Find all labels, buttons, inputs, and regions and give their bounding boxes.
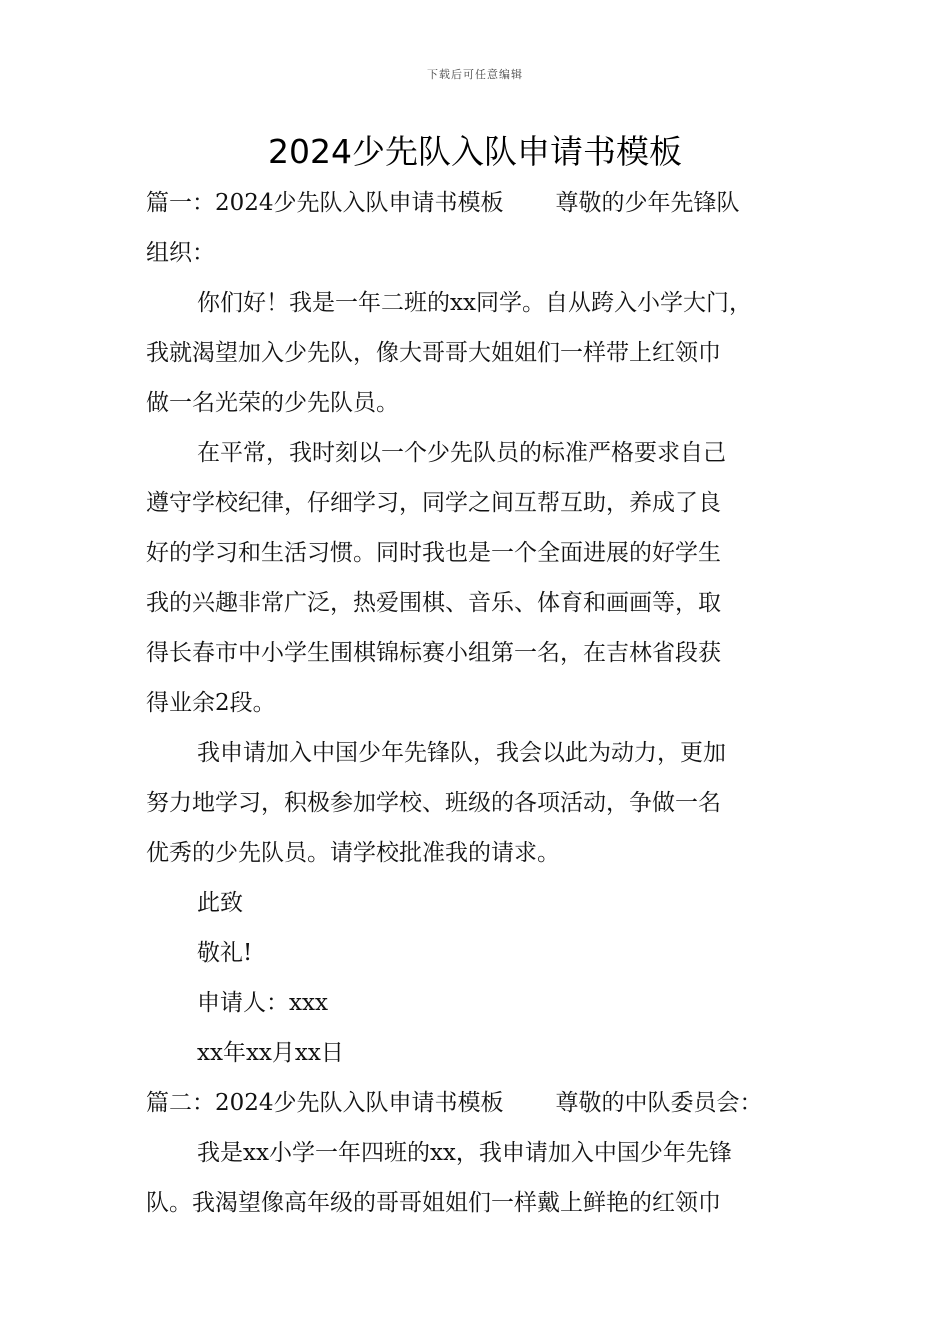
text-line: 组织：	[146, 240, 215, 266]
text-line: 得长春市中小学生围棋锦标赛小组第一名，在吉林省段获	[146, 640, 721, 666]
text-line: 优秀的少先队员。请学校批准我的请求。	[146, 840, 560, 866]
text-line: 努力地学习，积极参加学校、班级的各项活动，争做一名	[146, 790, 721, 816]
text-line: 遵守学校纪律，仔细学习，同学之间互帮互助，养成了良	[146, 490, 721, 516]
text-line: 我申请加入中国少年先锋队，我会以此为动力，更加	[197, 740, 726, 766]
date-line: xx年xx月xx日	[197, 1040, 344, 1066]
text-line: 我的兴趣非常广泛，热爱围棋、音乐、体育和画画等，取	[146, 590, 721, 616]
salutation-one: 尊敬的少年先锋队	[555, 190, 740, 216]
text-line: 在平常，我时刻以一个少先队员的标准严格要求自己	[197, 440, 726, 466]
text-line: 得业余2段。	[146, 690, 276, 716]
text-line: 好的学习和生活习惯。同时我也是一个全面进展的好学生	[146, 540, 721, 566]
text-line: 做一名光荣的少先队员。	[146, 390, 399, 416]
salutation-two: 尊敬的中队委员会：	[555, 1090, 763, 1116]
text-line: 我就渴望加入少先队，像大哥哥大姐姐们一样带上红领巾	[146, 340, 721, 366]
section-one-heading-line	[146, 178, 810, 228]
section-two-heading: 篇二：2024少先队入队申请书模板	[146, 1090, 504, 1116]
text-line: 我是xx小学一年四班的xx，我申请加入中国少年先锋	[197, 1140, 732, 1166]
applicant-line: 申请人：xxx	[197, 990, 328, 1016]
document-title: 2024少先队入队申请书模板	[268, 132, 682, 171]
section-two-heading-line	[146, 1078, 810, 1128]
text-line: 队。我渴望像高年级的哥哥姐姐们一样戴上鲜艳的红领巾	[146, 1190, 721, 1216]
header-note: 下载后可任意编辑	[427, 68, 523, 81]
document-body	[146, 178, 810, 1228]
section-one-heading: 篇一：2024少先队入队申请书模板	[146, 190, 504, 216]
closing-salute: 敬礼!	[197, 940, 253, 966]
closing-line: 此致	[197, 890, 243, 916]
text-line: 你们好！我是一年二班的xx同学。自从跨入小学大门，	[197, 290, 752, 316]
